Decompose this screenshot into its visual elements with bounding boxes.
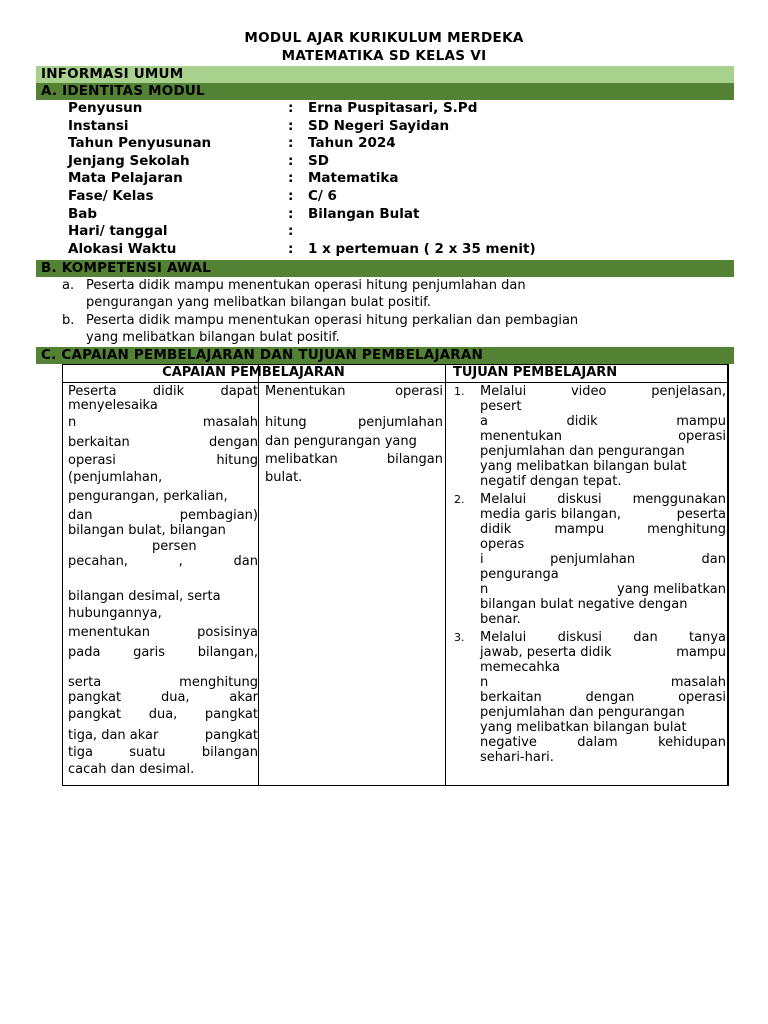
capaian-line xyxy=(68,453,258,468)
text-line xyxy=(480,399,726,414)
table-divider-1 xyxy=(258,364,259,786)
capaian-line xyxy=(68,489,258,504)
word: dan pengurangan yang xyxy=(265,434,417,449)
identitas-value: C/ 6 xyxy=(308,188,337,204)
word: operasi xyxy=(678,429,726,444)
word: n xyxy=(68,415,77,430)
word: hitung xyxy=(265,415,307,430)
word: pada xyxy=(68,645,101,660)
identitas-label: Fase/ Kelas xyxy=(68,188,154,204)
section-identitas-modul: A. IDENTITAS MODUL xyxy=(36,83,734,100)
text-line xyxy=(480,735,726,750)
word: dan xyxy=(701,552,726,567)
capaian-detail-line xyxy=(265,434,443,449)
word: Melalui xyxy=(480,492,527,507)
word: menentukan xyxy=(68,625,150,640)
capaian-line xyxy=(68,435,258,450)
word: posisinya xyxy=(197,625,258,640)
capaian-detail-line xyxy=(265,384,443,399)
word: Melalui xyxy=(480,384,527,399)
capaian-line xyxy=(68,398,258,413)
word: penjumlahan xyxy=(550,552,636,567)
identitas-colon: : xyxy=(288,135,294,152)
word: pecahan, xyxy=(68,554,128,569)
text-line xyxy=(480,645,726,660)
word: peserta xyxy=(676,507,726,522)
word: media garis bilangan, xyxy=(480,507,621,522)
text-line xyxy=(480,582,726,597)
word: operas xyxy=(480,537,525,552)
capaian-line xyxy=(68,707,258,722)
word: pangkat xyxy=(68,707,122,722)
word: dalam xyxy=(577,735,618,750)
identitas-colon: : xyxy=(288,117,294,134)
word: dan xyxy=(233,554,258,569)
word: pangkat xyxy=(204,707,258,722)
header-capaian: CAPAIAN PEMBELAJARAN xyxy=(162,365,345,380)
word: bilangan desimal, serta xyxy=(68,589,221,604)
word: masalah xyxy=(202,415,258,430)
word: bilangan, xyxy=(197,645,258,660)
tujuan-text xyxy=(480,630,726,765)
word: tiga xyxy=(68,745,93,760)
capaian-detail-line xyxy=(265,470,443,485)
word: bulat. xyxy=(265,470,303,485)
header-tujuan: TUJUAN PEMBELAJARN xyxy=(453,365,618,380)
identitas-label: Penyusun xyxy=(68,100,143,116)
word: kehidupan xyxy=(658,735,726,750)
word: mampu xyxy=(676,414,726,429)
kompetensi-text xyxy=(86,312,706,346)
identitas-value: Matematika xyxy=(308,170,399,187)
word: negative xyxy=(480,735,537,750)
word: dengan xyxy=(585,690,635,705)
word: menentukan xyxy=(480,429,562,444)
word: Menentukan xyxy=(265,384,346,399)
word: operasi xyxy=(395,384,443,399)
kompetensi-line: Peserta didik mampu menentukan operasi hitung perkalian dan pembagian xyxy=(86,313,579,328)
table-divider-2 xyxy=(445,364,446,786)
word: (penjumlahan, xyxy=(68,470,163,485)
capaian-line xyxy=(68,508,258,523)
word: dua, xyxy=(160,690,190,705)
identitas-colon: : xyxy=(288,100,294,116)
word: operasi xyxy=(68,453,116,468)
identitas-value: 1 x pertemuan ( 2 x 35 menit) xyxy=(308,240,536,257)
capaian-line xyxy=(68,523,258,538)
word: penguranga xyxy=(480,567,559,582)
word: menyelesaika xyxy=(68,398,158,413)
word: pembagian) xyxy=(179,508,258,523)
text-line xyxy=(480,537,726,552)
table-right-border xyxy=(727,364,729,786)
capaian-line xyxy=(68,728,258,743)
identitas-label: Tahun Penyusunan xyxy=(68,135,212,152)
identitas-colon: : xyxy=(288,170,294,187)
identitas-colon: : xyxy=(288,240,294,257)
word: hitung xyxy=(216,453,258,468)
text-line xyxy=(480,597,726,612)
kompetensi-text xyxy=(86,277,706,311)
section-kompetensi-awal: B. KOMPETENSI AWAL xyxy=(36,260,734,277)
document-title-line2: MATEMATIKA SD KELAS VI xyxy=(281,48,487,64)
word: dapat xyxy=(220,384,258,399)
tujuan-number: 2. xyxy=(454,493,465,506)
word: masalah xyxy=(670,675,726,690)
word: dengan xyxy=(209,435,258,450)
text-line xyxy=(480,522,726,537)
word: didik xyxy=(566,414,598,429)
word: menghitung xyxy=(647,522,726,537)
text-line xyxy=(480,630,726,645)
word: pesert xyxy=(480,399,522,414)
word: mampu xyxy=(554,522,605,537)
word: n xyxy=(480,675,489,690)
identitas-label: Jenjang Sekolah xyxy=(68,152,190,169)
word: cacah dan desimal. xyxy=(68,762,195,777)
text-line xyxy=(480,705,726,720)
capaian-line xyxy=(68,589,258,604)
word: video xyxy=(570,384,607,399)
word: didik xyxy=(480,522,512,537)
capaian-line xyxy=(68,675,258,690)
kompetensi-line: Peserta didik mampu menentukan operasi hitung penjumlahan dan xyxy=(86,278,526,293)
identitas-value: Bilangan Bulat xyxy=(308,205,420,222)
identitas-label: Alokasi Waktu xyxy=(68,240,177,257)
kompetensi-marker: a. xyxy=(62,278,75,293)
capaian-line xyxy=(68,470,258,485)
word: operasi xyxy=(678,690,726,705)
capaian-line xyxy=(68,745,258,760)
kompetensi-marker: b. xyxy=(62,313,75,328)
capaian-line xyxy=(68,625,258,640)
word: garis xyxy=(133,645,166,660)
word: menggunakan xyxy=(632,492,726,507)
capaian-line xyxy=(68,415,258,430)
identitas-colon: : xyxy=(288,205,294,222)
kompetensi-line: yang melibatkan bilangan bulat positif. xyxy=(86,330,340,345)
word: pangkat xyxy=(68,690,122,705)
word: penjumlahan dan pengurangan xyxy=(480,444,685,459)
capaian-line xyxy=(68,690,258,705)
word: diskusi xyxy=(557,492,602,507)
word: akar xyxy=(229,690,258,705)
word: Melalui xyxy=(480,630,527,645)
text-line xyxy=(480,660,726,675)
identitas-value: SD xyxy=(308,152,329,169)
word: serta xyxy=(68,675,102,690)
word: berkaitan xyxy=(68,435,130,450)
capaian-line xyxy=(152,539,342,554)
capaian-detail-line xyxy=(265,452,443,467)
identitas-label: Mata Pelajaran xyxy=(68,170,183,187)
word: n xyxy=(480,582,489,597)
word: persen xyxy=(152,539,197,554)
capaian-line xyxy=(68,645,258,660)
text-line xyxy=(480,690,726,705)
word: yang melibatkan bilangan bulat xyxy=(480,459,687,474)
identitas-label: Bab xyxy=(68,205,98,222)
word: bilangan bulat negative dengan xyxy=(480,597,688,612)
text-line xyxy=(480,720,726,735)
identitas-value: Tahun 2024 xyxy=(308,135,396,152)
kompetensi-line: pengurangan yang melibatkan bilangan bulat positif. xyxy=(86,295,431,310)
word: yang melibatkan bilangan bulat xyxy=(480,720,687,735)
word: Peserta xyxy=(68,384,117,399)
tujuan-text xyxy=(480,384,726,489)
text-line xyxy=(480,507,726,522)
capaian-line xyxy=(68,606,258,621)
word: a xyxy=(480,414,488,429)
word: pangkat xyxy=(204,728,258,743)
kompetensi-item xyxy=(62,312,702,346)
document-title-line1: MODUL AJAR KURIKULUM MERDEKA xyxy=(244,30,524,46)
word: menghitung xyxy=(179,675,258,690)
word: tanya xyxy=(689,630,726,645)
text-line xyxy=(480,384,726,399)
word: diskusi xyxy=(557,630,602,645)
word: penjelasan, xyxy=(651,384,726,399)
capaian-line xyxy=(68,762,258,777)
identitas-label: Hari/ tanggal xyxy=(68,223,168,240)
text-line xyxy=(480,492,726,507)
text-line xyxy=(480,612,726,627)
text-line xyxy=(480,552,726,567)
tujuan-number: 1. xyxy=(454,385,465,398)
word: dan xyxy=(68,508,93,523)
word: negatif dengan tepat. xyxy=(480,474,622,489)
tujuan-number: 3. xyxy=(454,631,465,644)
identitas-colon: : xyxy=(288,223,294,240)
capaian-line xyxy=(68,554,258,569)
text-line xyxy=(480,750,726,765)
word: yang melibatkan xyxy=(617,582,726,597)
word: , xyxy=(178,554,183,569)
word: dan xyxy=(633,630,658,645)
capaian-line xyxy=(68,384,258,399)
text-line xyxy=(480,459,726,474)
word: pengurangan, perkalian, xyxy=(68,489,228,504)
word: memecahka xyxy=(480,660,560,675)
word: penjumlahan xyxy=(357,415,443,430)
word: i xyxy=(480,552,484,567)
word: berkaitan xyxy=(480,690,542,705)
word: didik xyxy=(152,384,185,399)
word: bilangan xyxy=(201,745,258,760)
text-line xyxy=(480,567,726,582)
word: mampu xyxy=(676,645,726,660)
capaian-tujuan-table xyxy=(62,364,728,786)
text-line xyxy=(480,414,726,429)
text-line xyxy=(480,429,726,444)
section-informasi-umum: INFORMASI UMUM xyxy=(36,66,734,83)
word: hubungannya, xyxy=(68,606,162,621)
word: sehari-hari. xyxy=(480,750,554,765)
word: tiga, dan akar xyxy=(68,728,159,743)
tujuan-text xyxy=(480,492,726,627)
word: jawab, peserta didik xyxy=(480,645,612,660)
word: bilangan bulat, bilangan xyxy=(68,523,226,538)
capaian-detail-line xyxy=(265,415,443,430)
text-line xyxy=(480,675,726,690)
section-capaian-tujuan: C. CAPAIAN PEMBELAJARAN DAN TUJUAN PEMBELAJARAN xyxy=(36,347,734,364)
identitas-value: Erna Puspitasari, S.Pd xyxy=(308,100,478,116)
kompetensi-item xyxy=(62,277,702,311)
word: penjumlahan dan pengurangan xyxy=(480,705,685,720)
word: melibatkan xyxy=(265,452,338,467)
word: dua, xyxy=(148,707,178,722)
word: suatu xyxy=(129,745,166,760)
identitas-label: Instansi xyxy=(68,117,129,134)
text-line xyxy=(480,444,726,459)
identitas-value: SD Negeri Sayidan xyxy=(308,117,450,134)
text-line xyxy=(480,474,726,489)
identitas-colon: : xyxy=(288,152,294,169)
identitas-colon: : xyxy=(288,188,294,204)
word: bilangan xyxy=(386,452,443,467)
table-header-divider xyxy=(62,382,728,383)
word: benar. xyxy=(480,612,521,627)
